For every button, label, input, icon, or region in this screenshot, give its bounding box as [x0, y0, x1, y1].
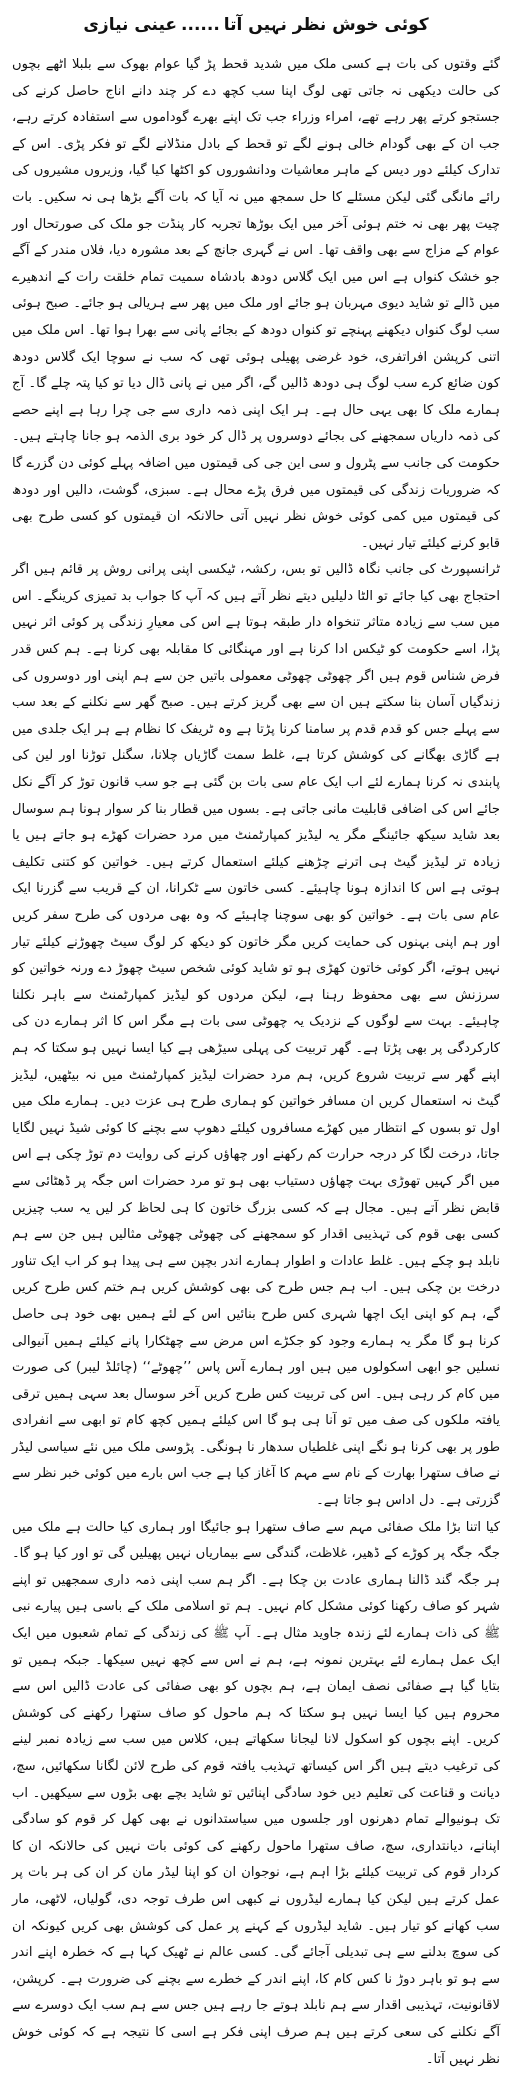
article-paragraph: کیا اتنا بڑا ملک صفائی مہم سے صاف ستھرا ہو جائیگا اور ہماری کیا حالت ہے ملک میں جگہ جگہ پر کوڑے کے ڈھیر، غلاظت، گندگی سے بیماریاں نہیں پھیلیں گی تو اور کیا ہو گا۔ ہر جگہ گند ڈالنا ہماری عادت بن چکا ہے۔ اگر ہم سب اپنی ذمہ داری سمجھیں تو اپنے شہر کو صاف رکھنا کوئی مشکل کام نہیں۔ ہم تو اسلامی ملک کے باسی ہیں پیارے نبی ﷺ کی ذات ہمارے لئے زندہ جاوید مثال ہے۔ آپ ﷺ کی زندگی کے تمام شعبوں میں ایک ایک عمل ہمارے لئے بہترین نمونہ ہے، ہم نے اس سے کچھ نہیں سیکھا۔ جبکہ ہمیں تو بتایا گیا ہے صفائی نصف ایمان ہے، ہم بچوں کو بھی صفائی کی عادت ڈالیں اس سے محروم ہیں کیا ایسا نہیں ہو سکتا کہ ہم ماحول کو صاف ستھرا رکھنے کی کوشش کریں۔ اپنے بچوں کو اسکول لانا لیجانا سکھاتے ہیں، کلاس میں سب سے زیادہ نمبر لینے کی ترغیب دیتے ہیں اگر اس کیساتھ تہذیب یافتہ قوم کی طرح لائن لگانا سکھائیں، سچ، دیانت و قناعت کی تعلیم دیں خود سادگی اپنائیں تو شاید بچے بھی بڑوں سے سیکھیں۔ اب تک ہونیوالے تمام دھرنوں اور جلسوں میں سیاستدانوں نے بھی کھل کر قوم کو سادگی اپنانے، دیانتداری، سچ، صاف ستھرا ماحول رکھنے کی کوئی بات نہیں کی حالانکہ ان کا کردار قوم کی تربیت کیلئے بڑا اہم ہے، نوجوان ان کو اپنا لیڈر مان کر ان کی ہر بات پر عمل کرتے ہیں لیکن کیا ہمارے لیڈروں نے کبھی اس طرف توجہ دی، گولیاں، لاٹھی، مار سب کھانے کو تیار ہیں۔ شاید لیڈروں کے کہنے پر عمل کی کوشش بھی کریں کیونکہ ان کی سوچ بدلنے سے ہی تبدیلی آجائے گی۔ کسی عالم نے ٹھیک کہا ہے کہ خطرہ اپنے اندر سے ہو تو باہر دوڑ نا کس کام کا، اپنے اندر کے خطرے سے بچنے کی ضرورت ہے۔ کرپشن، لاقانونیت، تہذیبی اقدار سے ہم نابلد ہوتے جا رہے ہیں جس سے ہم سب ایک دوسرے سے آگے نکلنے کی سعی کرتے ہیں ہم صرف اپنی فکر ہے اسی کا نتیجہ ہے کہ کوئی خوش نظر نہیں آتا۔ [12, 1519, 500, 2067]
article-headline [12, 12, 500, 38]
title-separator: ...... [181, 15, 220, 35]
article-title: کوئی خوش نظر نہیں آتا [223, 15, 429, 35]
article-author: عینی نیازی [83, 15, 178, 35]
article-paragraph: ٹرانسپورٹ کی جانب نگاہ ڈالیں تو بس، رکشہ، ٹیکسی اپنی پرانی روش پر قائم ہیں اگر احتجاج بھی کیا جائے تو الٹا دلیلیں دیتے نظر آتے ہیں کہ آپ کا جواب بد تمیزی کرینگے۔ اس میں سب سے زیادہ متاثر تنخواہ دار طبقہ ہوتا ہے اس کی معیارِ زندگی پر کوئی اثر نہیں پڑا، اسے حکومت کو ٹیکس ادا کرنا ہے اور مہنگائی کا مقابلہ بھی کرنا ہے۔ ہم کس قدر فرض شناس قوم ہیں اگر چھوٹی چھوٹی معمولی باتیں جن سے ہم اپنی اور دوسروں کی زندگیاں آسان بنا سکتے ہیں ان سے بھی گریز کرتے ہیں۔ صبح گھر سے نکلنے کے بعد سب سے پہلے جس کو قدم قدم پر سامنا کرنا پڑتا ہے وہ ٹریفک کا نظام ہے ہر ایک جلدی میں ہے گاڑی بھگانے کی کوشش کرتا ہے، غلط سمت گاڑیاں چلانا، سگنل توڑنا اور لین کی پابندی نہ کرنا ہمارے لئے اب ایک عام سی بات بن گئی ہے جو سب قانون توڑ کر آگے نکل جائے اس کی اضافی قابلیت مانی جاتی ہے۔ بسوں میں قطار بنا کر سوار ہونا ہم سوسال بعد شاید سیکھ جائینگے مگر یہ لیڈیز کمپارٹمنٹ میں مرد حضرات کھڑے ہو جاتے ہیں یا زیادہ تر لیڈیز گیٹ ہی اترنے چڑھنے کیلئے استعمال کرتے ہیں۔ خواتین کو کتنی تکلیف ہوتی ہے اس کا اندازہ ہونا چاہیئے۔ کسی خاتون سے ٹکرانا، ان کے قریب سے گزرنا ایک عام سی بات ہے۔ خواتین کو بھی سوچنا چاہیئے کہ وہ بھی مردوں کی طرح سفر کریں اور ہم اپنی بہنوں کی حمایت کریں مگر خاتون کو دیکھ کر لوگ سیٹ چھوڑنے کیلئے تیار نہیں ہوتے، اگر کوئی خاتون کھڑی ہو تو شاید کوئی شخص سیٹ چھوڑ دے ورنہ خواتین کو سرزنش سے بھی محفوظ رہنا ہے، لیکن مردوں کو لیڈیز کمپارٹمنٹ سے باہر نکلنا چاہیئے۔ بہت سے لوگوں کے نزدیک یہ چھوٹی سی بات ہے مگر اس کا اثر ہمارے دن کی کارکردگی پر بھی پڑتا ہے۔ گھر تربیت کی پہلی سیڑھی ہے کیا ایسا نہیں ہو سکتا کہ ہم اپنے گھر سے تربیت شروع کریں، ہم مرد حضرات لیڈیز کمپارٹمنٹ میں نہ بیٹھیں، لیڈیز گیٹ نہ استعمال کریں ان مسافر خواتین کو ہماری طرح ہی عزت دیں۔ ہمارے ملک میں اول تو بسوں کے انتظار میں کھڑے مسافروں کیلئے دھوپ سے بچنے کا کوئی شیڈ نہیں لگایا جاتا، درخت لگا کر درجہ حرارت کم رکھنے اور چھاؤں کرنے کی روایت دم توڑ چکی ہے اس میں اگر کہیں تھوڑی بہت چھاؤں دستیاب بھی ہو تو مرد حضرات اس جگہ پر ڈھٹائی سے قابض نظر آتے ہیں۔ مجال ہے کہ کسی بزرگ خاتون کا ہی لحاظ کر لیں یہ سب چیزیں کسی بھی قوم کی تہذیبی اقدار کو سمجھنے کی چھوٹی چھوٹی مثالیں ہیں جن سے ہم نابلد ہو چکے ہیں۔ غلط عادات و اطوار ہمارے اندر بچپن سے ہی پیدا ہو کر اب ایک تناور درخت بن چکی ہیں۔ اب ہم جس طرح کی بھی کوشش کریں ہم ختم کس طرح کریں گے، ہم کو اپنی ایک اچھا شہری کس طرح بنائیں اس کے لئے ہمیں بھی خود ہی حاصل کرنا ہو گا مگر یہ ہمارے وجود کو جکڑے اس مرض سے چھٹکارا پانے کیلئے ہمیں آنیوالی نسلیں جو ابھی اسکولوں میں ہیں اور ہمارے آس پاس ’’چھوٹے‘‘ (چائلڈ لیبر) کی صورت میں کام کر رہی ہیں۔ اس کی تربیت کس طرح کریں آخر سوسال بعد سہی ہمیں ترقی یافتہ ملکوں کی صف میں تو آنا ہی ہو گا اس کیلئے ہمیں کچھ کام تو ابھی سے انفرادی طور پر بھی کرنا ہو نگے اپنی غلطیاں سدھار نا ہونگی۔ پڑوسی ملک میں نئے سیاسی لیڈر نے صاف ستھرا بھارت کے نام سے مہم کا آغاز کیا ہے جب اس بارے میں کوئی خبر نظر سے گزرتی ہے۔ دل اداس ہو جاتا ہے۔ [12, 562, 500, 1509]
article-paragraph: گئے وقتوں کی بات ہے کسی ملک میں شدید قحط پڑ گیا عوام بھوک سے بلبلا اٹھے بچوں کی حالت دیکھی نہ جاتی تھی لوگ اپنا سب کچھ دے کر چند دانے اناج حاصل کرنے کی جستجو کرتے پھر رہے تھے، امراء وزراء جب تک اپنے بھرے گوداموں سے استفادہ کرتے رہے، جب ان کے بھی گودام خالی ہونے لگے تو قحط کے بادل منڈلانے لگے تو فکر پڑی۔ اس کے تدارک کیلئے دور دیس کے ماہر معاشیات ودانشوروں کو اکٹھا کیا گیا، وزیروں مشیروں کی رائے مانگی گئی لیکن مسئلے کا حل سمجھ میں نہ آیا کہ بات آگے بڑھا ہی نہ سکیں۔ بات چیت پھر بھی نہ ختم ہوئی آخر میں ایک بوڑھا تجربہ کار پنڈت جو ملک کی صورتحال اور عوام کے مزاج سے بھی واقف تھا۔ اس نے گہری جانچ کے بعد مشورہ دیا، فلاں مندر کے آگے جو خشک کنواں ہے اس میں ایک گلاس دودھ بادشاہ سمیت تمام خلقت رات کے اندھیرے میں ڈالے تو شاید دیوی مہربان ہو جائے اور ملک میں پھر سے ہریالی ہو جائے۔ صبح ہوئی سب لوگ کنواں دیکھنے پہنچے تو کنواں دودھ کے بجائے پانی سے بھرا ہوا تھا۔ اس ملک میں اتنی کرپشن افراتفری، خود غرضی پھیلی ہوئی تھی کہ سب نے سوچا ایک گلاس دودھ کون ضائع کرے سب لوگ ہی دودھ ڈالیں گے، اگر میں نے پانی ڈال دیا تو کیا پتہ چلے گا۔ آج ہمارے ملک کا بھی یہی حال ہے۔ ہر ایک اپنی ذمہ داری سے جی چرا رہا ہے اپنے حصے کی ذمہ داریاں سمجھنے کی بجائے دوسروں پر ڈال کر خود بری الذمہ ہو جانا چاہتے ہیں۔ حکومت کی جانب سے پٹرول و سی این جی کی قیمتوں میں اضافہ پہلے کوئی دن گزرے گا کہ ضروریات زندگی کی قیمتوں میں فرق پڑے محال ہے۔ سبزی، گوشت، دالیں اور دودھ کی قیمتوں میں کمی کوئی خوش نظر نہیں آتی حالانکہ ان قیمتوں کو کسی طرح بھی قابو کرنے کیلئے تیار نہیں۔ [12, 57, 500, 551]
article-body [12, 52, 500, 2073]
